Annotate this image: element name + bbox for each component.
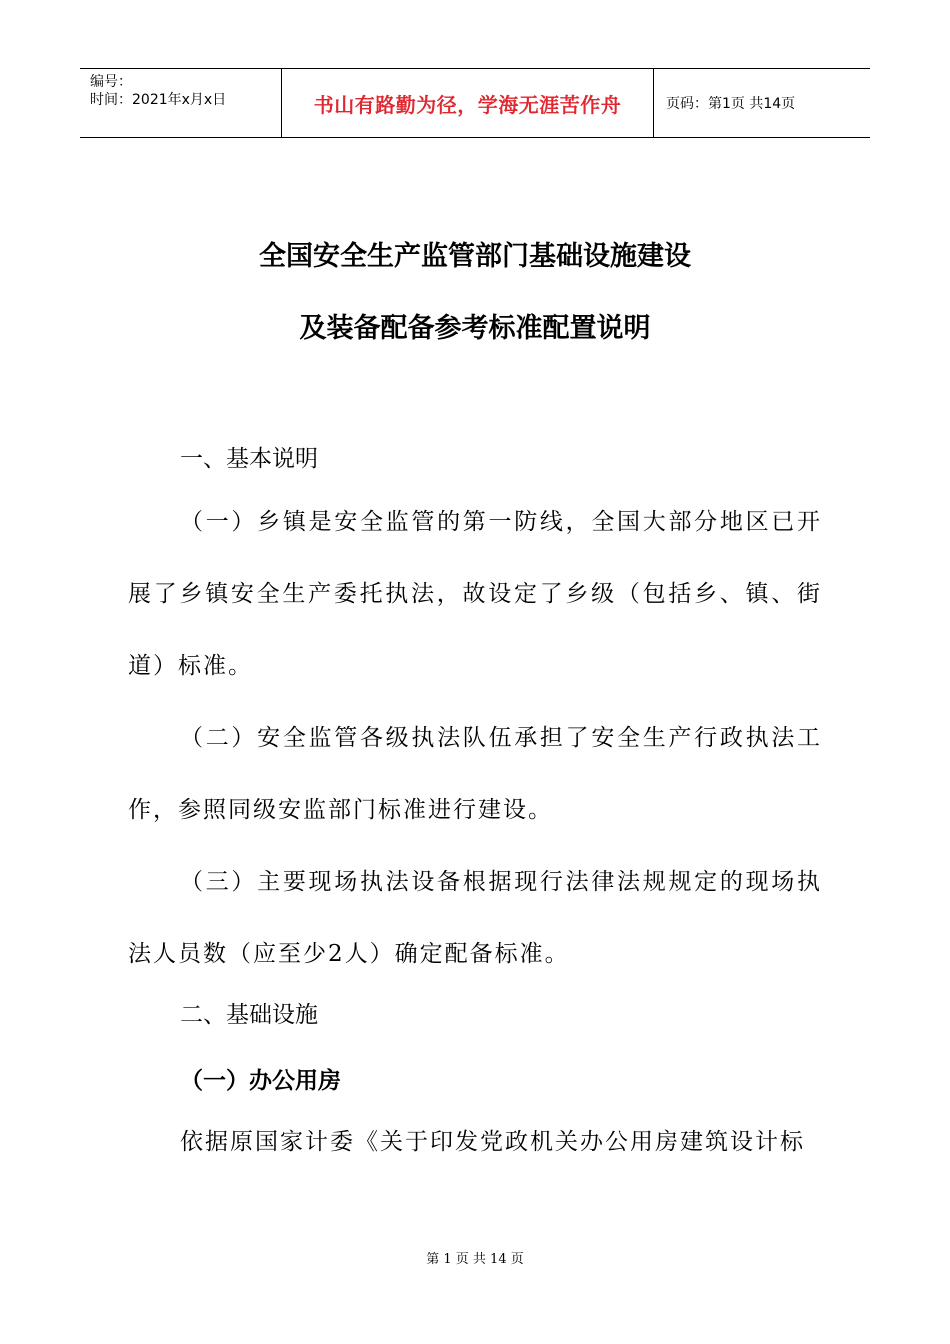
page-footer: 第 1 页 共 14 页 — [426, 1252, 524, 1267]
paragraph-2: （二）安全监管各级执法队伍承担了安全生产行政执法工作，参照同级安监部门标准进行建设。 — [128, 725, 822, 823]
header-meta — [80, 69, 281, 137]
time-label: 时间：2021年x月x日 — [90, 92, 227, 108]
subsection-heading-office: （一）办公用房 — [180, 1068, 341, 1094]
paragraph-4: 依据原国家计委《关于印发党政机关办公用房建筑设计标 — [180, 1129, 805, 1155]
paragraph-3: （三）主要现场执法设备根据现行法律法规规定的现场执法人员数（应至少2人）确定配备标准。 — [128, 869, 822, 967]
header-motto: 书山有路勤为径，学海无涯苦作舟 — [281, 69, 654, 137]
paragraph-1: （一）乡镇是安全监管的第一防线，全国大部分地区已开展了乡镇安全生产委托执法，故设定了乡级（包括乡、镇、街道）标准。 — [128, 509, 822, 679]
page-header — [80, 68, 870, 138]
section-heading-infrastructure: 二、基础设施 — [180, 1002, 318, 1028]
section-heading-basic: 一、基本说明 — [180, 446, 318, 472]
header-page-label: 页码：第1页 共14页 — [666, 96, 796, 112]
document-title-line-2: 及装备配备参考标准配置说明 — [299, 313, 651, 344]
number-label: 编号： — [90, 74, 132, 90]
document-title-line-1: 全国安全生产监管部门基础设施建设 — [259, 241, 691, 272]
